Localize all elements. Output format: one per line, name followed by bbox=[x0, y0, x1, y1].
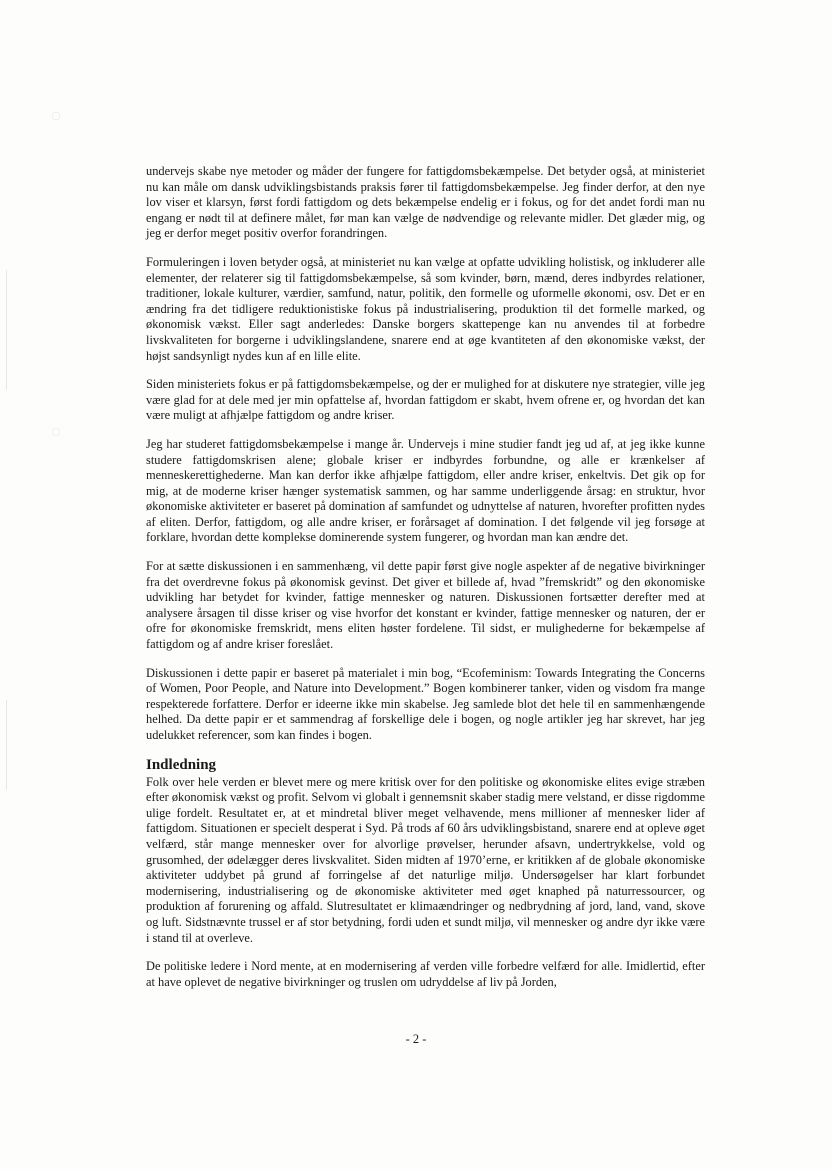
paragraph: Formuleringen i loven betyder også, at ministeriet nu kan vælge at opfatte udvikling holistisk, og inkluderer alle elementer, der relaterer sig til fattigdomsbekæmpelse, så som kvinder, børn, mænd, deres indbyrdes relationer, traditioner, lokale kulturer, værdier, samfund, natur, politik, den formelle og uformelle økonomi, osv. Det er en ændring fra det tidligere reduktionistiske fokus på industrialisering, produktion til det formelle marked, og økonomisk vækst. Eller sagt anderledes: Danske borgers skattepenge kan nu anvendes til at forbedre livskvaliteten for borgerne i udviklingslandene, snarere end at øge kvantiteten af den økonomiske vækst, der højst sandsynligt nydes kun af en lille elite. bbox=[146, 254, 705, 363]
paragraph: Siden ministeriets fokus er på fattigdomsbekæmpelse, og der er mulighed for at diskutere nye strategier, ville jeg være glad for at dele med jer min opfattelse af, hvordan fattigdom er skabt, hvem ofrene er, og hvordan det kan være muligt at afhjælpe fattigdom og andre kriser. bbox=[146, 377, 705, 423]
paragraph: undervejs skabe nye metoder og måder der fungere for fattigdomsbekæmpelse. Det betyder også, at ministeriet nu kan måle om dansk udviklingsbistands praksis fører til fattigdomsbekæmpelse. Jeg finder derfor, at den nye lov viser et klarsyn, først fordi fattigdom og dets bekæmpelse endelig er i fokus, og for det andet fordi man nu engang er nødt til at definere målet, før man kan vælge de nødvendige og relevante midler. Det glæder mig, og jeg er derfor meget positiv overfor forandringen. bbox=[146, 164, 705, 241]
paragraph: Folk over hele verden er blevet mere og mere kritisk over for den politiske og økonomiske elites evige stræben efter økonomisk vækst og profit. Selvom vi globalt i gennemsnit skaber stadig mere velstand, er disse rigdomme ulige fordelt. Resultatet er, at et mindretal bliver meget velhavende, mens millioner af mennesker lider af fattigdom. Situationen er specielt desperat i Syd. På trods af 60 års udviklingsbistand, snarere end at opleve øget velfærd, står mange mennesker over for alvorlige prøvelser, herunder afsavn, undertrykkelse, vold og grusomhed, der ødelægger deres livskvalitet. Siden midten af 1970’erne, er kritikken af de globale økonomiske aktiviteter uddybet på grund af forringelse af det naturlige miljø. Undersøgelser har klart forbundet modernisering, industrialisering og de økonomiske aktiviteter med øget knaphed på naturressourcer, og produktion af forurening og affald. Slutresultatet er klimaændringer og nedbrydning af jord, land, vand, skove og luft. Sidstnævnte trussel er af stor betydning, fordi uden et sundt miljø, vil mennesker og andre dyr ikke være i stand til at overleve. bbox=[146, 774, 705, 945]
paragraph: Jeg har studeret fattigdomsbekæmpelse i mange år. Undervejs i mine studier fandt jeg ud af, at jeg ikke kunne studere fattigdomskrisen alene; globale kriser er indbyrdes forbundne, og alle er krænkelser af menneskerettighederne. Man kan derfor ikke afhjælpe fattigdom, eller andre kriser, enkeltvis. Det gik op for mig, at de moderne kriser hænger systematisk sammen, og har samme underliggende årsag: en struktur, hvor økonomiske aktiviteter er baseret på domination af samfundet og udnyttelse af naturen, hvorefter profitten nydes af eliten. Derfor, fattigdom, og alle andre kriser, er forårsaget af domination. I det følgende vil jeg forsøge at forklare, hvordan dette komplekse dominerende system fungerer, og hvordan man kan ændre det. bbox=[146, 436, 705, 545]
document-body bbox=[146, 164, 705, 1003]
paragraph: Diskussionen i dette papir er baseret på materialet i min bog, “Ecofeminism: Towards Integrating the Concerns of Women, Poor People, and Nature into Development.” Bogen kombinerer tanker, viden og visdom fra mange respekterede forfattere. Derfor er ideerne ikke min skabelse. Jeg samlede blot det hele til en sammenhængende helhed. Da dette papir er et sammendrag af forskellige dele i bogen, og nogle artikler jeg har skrevet, har jeg udelukket referencer, som kan findes i bogen. bbox=[146, 665, 705, 742]
paragraph: For at sætte diskussionen i en sammenhæng, vil dette papir først give nogle aspekter af de negative bivirkninger fra det overdrevne fokus på økonomisk gevinst. Det giver et billede af, hvad ”fremskridt” og den økonomiske udvikling har betydet for kvinder, fattige mennesker og naturen. Diskussionen fortsætter derefter med at analysere årsagen til disse kriser og vise hvorfor det konstant er kvinder, fattige mennesker og naturen, der er ofre for økonomiske fremskridt, mens eliten høster fordelene. Til sidst, er mulighederne for bekæmpelse af fattigdom og af andre kriser foreslået. bbox=[146, 559, 705, 652]
paragraph: De politiske ledere i Nord mente, at en modernisering af verden ville forbedre velfærd for alle. Imidlertid, efter at have oplevet de negative bivirkninger og truslen om udryddelse af liv på Jorden, bbox=[146, 959, 705, 989]
punch-hole-mark bbox=[52, 428, 60, 436]
page-number: - 2 - bbox=[405, 1032, 427, 1046]
section-heading: Indledning bbox=[146, 756, 217, 773]
scan-edge-mark bbox=[6, 700, 7, 790]
scan-edge-mark bbox=[6, 270, 7, 390]
punch-hole-mark bbox=[52, 112, 60, 120]
